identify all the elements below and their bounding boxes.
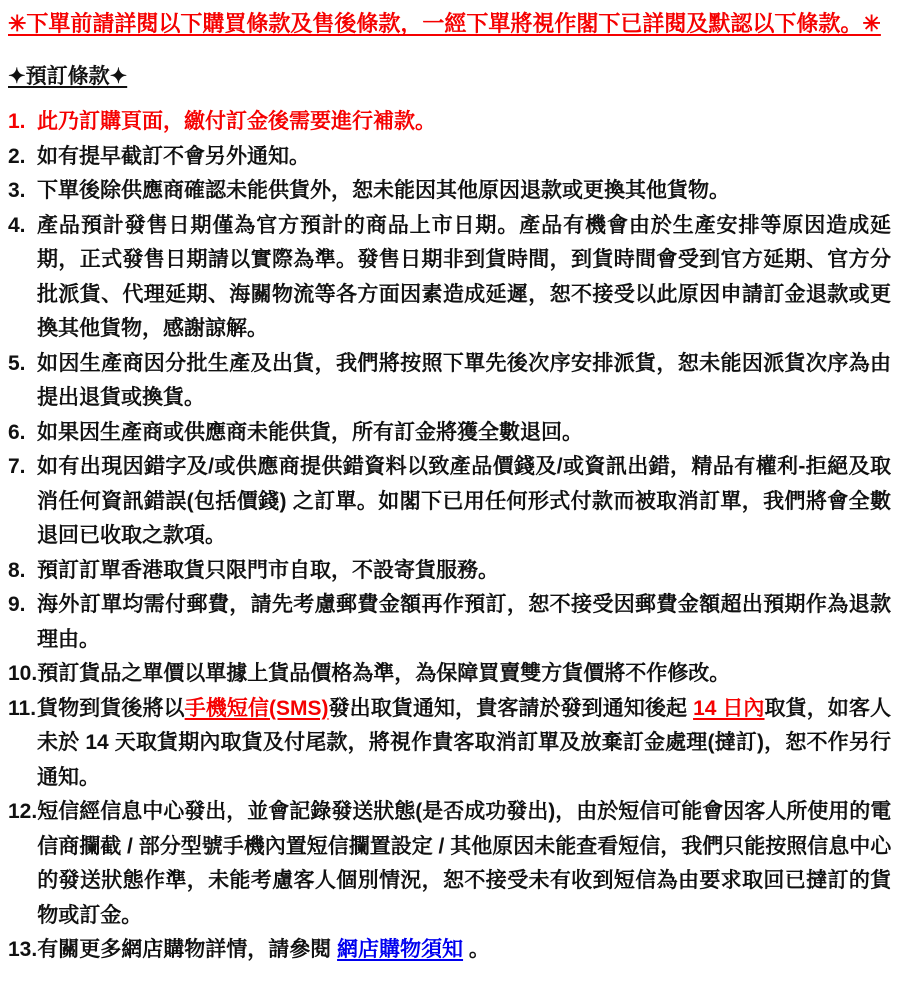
sms-notice-emphasis: 手機短信(SMS) <box>184 696 329 720</box>
pickup-deadline-emphasis: 14 日內 <box>693 696 765 720</box>
term-item <box>8 588 893 657</box>
preorder-terms-title: ✦預訂條款✦ <box>8 65 128 88</box>
term-number: 5. <box>8 351 26 375</box>
text-segment: 海外訂單均需付郵費，請先考慮郵費金額再作預訂，恕不接受因郵費金額超出預期作為退款理由。 <box>37 593 891 651</box>
text-segment: 此乃訂購頁面，繳付訂金後需要進行補款。 <box>37 110 436 133</box>
text-segment: 有關更多網店購物詳情，請參閱 <box>37 938 338 961</box>
term-number: 9. <box>8 593 26 616</box>
term-text <box>37 347 891 416</box>
text-segment: 下單後除供應商確認未能供貨外，恕未能因其他原因退款或更換其他貨物。 <box>37 179 730 202</box>
term-item <box>8 105 893 140</box>
term-text <box>37 795 891 933</box>
term-number: 7. <box>8 455 26 478</box>
text-segment: 。 <box>463 938 490 961</box>
term-item <box>8 554 893 589</box>
term-number: 8. <box>8 558 26 582</box>
term-number: 11. <box>8 696 37 720</box>
term-number: 2. <box>8 144 26 168</box>
text-segment: 如有提早截訂不會另外通知。 <box>37 144 310 168</box>
term-number: 1. <box>8 110 26 133</box>
term-text <box>37 416 891 451</box>
term-item <box>8 416 893 451</box>
text-segment: 如因生產商因分批生產及出貨，我們將按照下單先後次序安排派貨，恕未能因派貨次序為由提出退貨或換貨。 <box>37 351 891 409</box>
term-text <box>37 657 891 692</box>
term-text <box>37 588 891 657</box>
store-shopping-notice-link[interactable]: 網店購物須知 <box>337 938 464 961</box>
text-segment: 如果因生產商或供應商未能供貨，所有訂金將獲全數退回。 <box>37 420 583 444</box>
term-item <box>8 209 893 347</box>
text-segment: 貨物到貨後將以 <box>37 696 185 720</box>
term-text <box>37 140 891 175</box>
term-number: 4. <box>8 213 26 237</box>
text-segment: 產品預計發售日期僅為官方預計的商品上市日期。產品有機會由於生產安排等原因造成延期，正式發售日期請以實際為準。發售日期非到貨時間，到貨時間會受到官方延期、官方分批派貨、代理延期、海關物流等各方面因素造成延遲，恕不接受以此原因申請訂金退款或更換其他貨物，感謝諒解。 <box>37 213 891 340</box>
term-text <box>37 174 891 209</box>
term-text <box>37 105 891 140</box>
text-segment: 取貨，如客人未於 14 天取貨期內取貨及付尾款，將視作貴客取消訂單及放棄訂金處理(撻訂)，恕不作另行通知。 <box>37 696 891 789</box>
term-text <box>37 692 891 796</box>
term-number: 13. <box>8 938 38 961</box>
term-item <box>8 140 893 175</box>
term-number: 6. <box>8 420 26 444</box>
text-segment: 預訂訂單香港取貨只限門市自取，不設寄貨服務。 <box>37 558 499 582</box>
term-number: 10. <box>8 662 38 685</box>
terms-list <box>8 105 893 968</box>
text-segment: 如有出現因錯字及/或供應商提供錯資料以致產品價錢及/或資訊出錯，精品有權利-拒絕及取消任何資訊錯誤(包括價錢) 之訂單。如閣下已用任何形式付款而被取消訂單，我們將會全數退回已收取之款項。 <box>37 455 891 547</box>
term-number: 12. <box>8 800 38 823</box>
term-text <box>37 450 891 554</box>
text-segment: 預訂貨品之單價以單據上貨品價格為準，為保障買賣雙方貨價將不作修改。 <box>37 662 731 685</box>
term-item <box>8 795 893 933</box>
term-number: 3. <box>8 179 26 202</box>
term-item <box>8 657 893 692</box>
term-text <box>37 554 891 589</box>
text-segment: 發出取貨通知，貴客請於發到通知後起 <box>328 696 694 720</box>
term-text <box>37 209 891 347</box>
purchase-terms-warning: ✳下單前請詳閱以下購買條款及售後條款，一經下單將視作閣下已詳閱及默認以下條款。✳ <box>8 11 881 36</box>
term-text <box>37 933 891 968</box>
term-item <box>8 450 893 554</box>
term-item <box>8 347 893 416</box>
term-item <box>8 692 893 796</box>
text-segment: 短信經信息中心發出，並會記錄發送狀態(是否成功發出)，由於短信可能會因客人所使用的電信商攔截 / 部分型號手機內置短信攔置設定 / 其他原因未能查看短信，我們只能按照信息中心的發送狀態作準，未能考慮客人個別情況，恕不接受未有收到短信為由要求取回已撻訂的貨物或訂金。 <box>37 800 892 927</box>
term-item <box>8 174 893 209</box>
term-item <box>8 933 893 968</box>
